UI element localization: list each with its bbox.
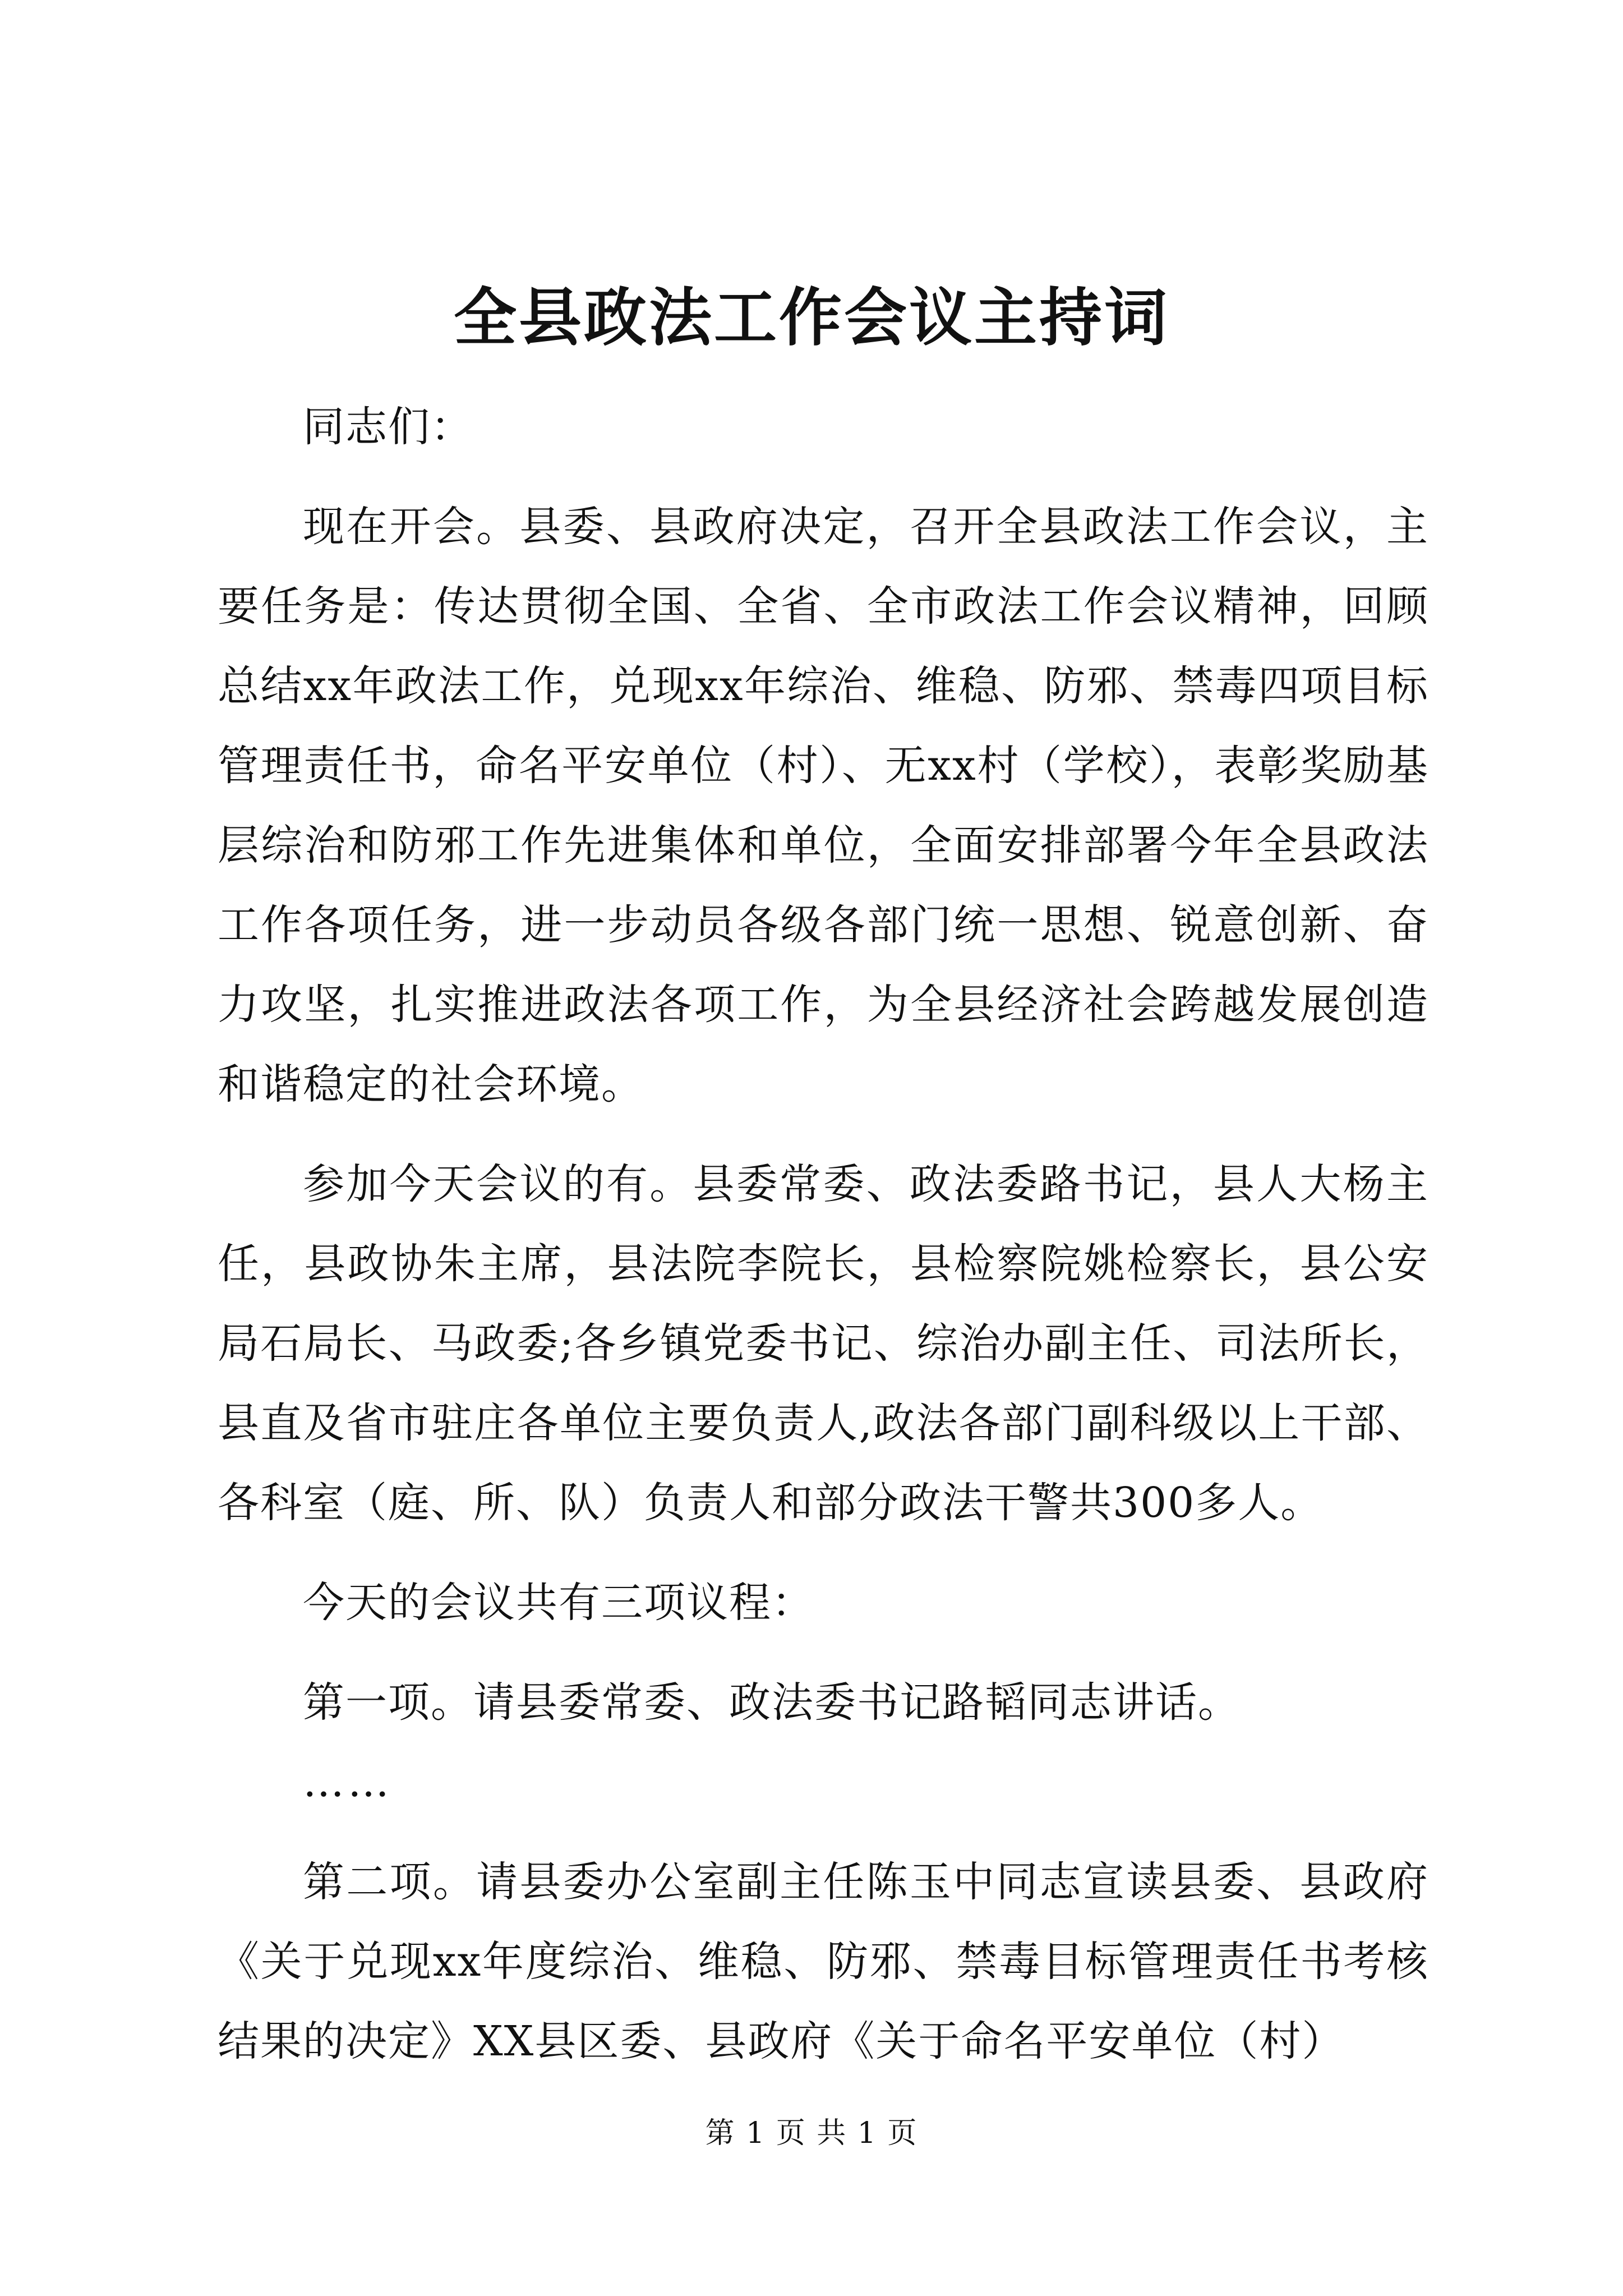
opening-paragraph: 现在开会。县委、县政府决定，召开全县政法工作会议，主要任务是：传达贯彻全国、全省、全市政法工作会议精神，回顾总结xx年政法工作，兑现xx年综治、维稳、防邪、禁毒四项目标管理责任书，命名平安单位（村）、无xx村（学校），表彰奖励基层综治和防邪工作先进集体和单位，全面安排部署今年全县政法工作各项任务，进一步动员各级各部门统一思想、锐意创新、奋力攻坚，扎实推进政法各项工作，为全县经济社会跨越发展创造和谐稳定的社会环境。 bbox=[218, 503, 1429, 1108]
document-body bbox=[218, 387, 1429, 2081]
agenda-intro-paragraph: 今天的会议共有三项议程： bbox=[303, 1579, 814, 1627]
agenda-item-1-paragraph: 第一项。请县委常委、政法委书记路韬同志讲话。 bbox=[303, 1678, 1241, 1727]
attendees-paragraph: 参加今天会议的有。县委常委、政法委路书记，县人大杨主任，县政协朱主席，县法院李院长，县检察院姚检察长，县公安局石局长、马政委;各乡镇党委书记、综治办副主任、司法所长，县直及省市驻庄各单位主要负责人,政法各部门副科级以上干部、各科室（庭、所、队）负责人和部分政法干警共300多人。 bbox=[218, 1160, 1429, 1527]
ellipsis-paragraph: …… bbox=[303, 1758, 393, 1806]
agenda-item-2-paragraph: 第二项。请县委办公室副主任陈玉中同志宣读县委、县政府《关于兑现xx年度综治、维稳、防邪、禁毒目标管理责任书考核结果的决定》XX县区委、县政府《关于命名平安单位（村） bbox=[218, 1858, 1429, 2065]
page-footer: 第 1 页 共 1 页 bbox=[705, 2116, 918, 2150]
salutation-paragraph: 同志们： bbox=[303, 403, 473, 451]
document-title: 全县政法工作会议主持词 bbox=[454, 281, 1169, 355]
